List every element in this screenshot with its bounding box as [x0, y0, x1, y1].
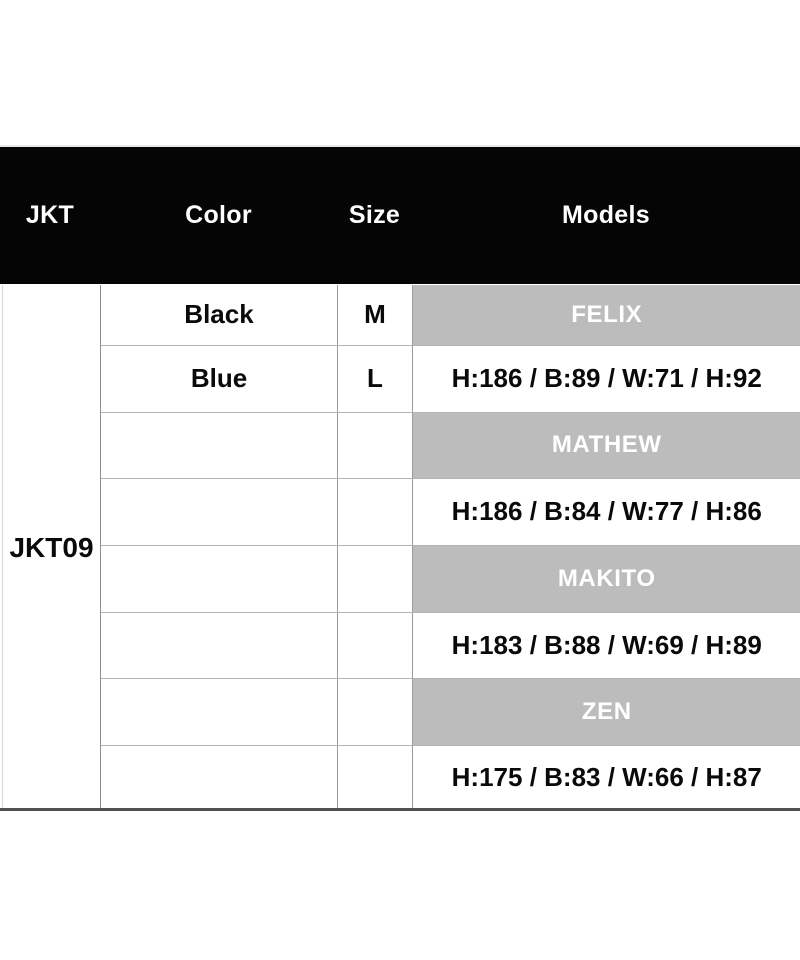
color-cell	[101, 545, 338, 612]
table-row	[3, 545, 800, 612]
model-name-cell: MATHEW	[413, 412, 800, 478]
size-cell	[338, 612, 413, 678]
size-cell	[338, 478, 413, 545]
color-cell: Black	[101, 285, 338, 345]
product-code-cell: JKT09	[3, 285, 101, 810]
model-name-cell: ZEN	[413, 678, 800, 745]
header-cell-color: Color	[185, 201, 252, 229]
model-measurements-cell: H:186 / B:84 / W:77 / H:86	[413, 478, 800, 545]
model-measurements-cell: H:175 / B:83 / W:66 / H:87	[451, 762, 762, 793]
table-row	[3, 678, 800, 745]
color-cell	[101, 612, 338, 678]
color-cell	[101, 412, 338, 478]
table-header	[0, 145, 800, 284]
size-chart-table	[2, 285, 800, 810]
size-cell	[338, 678, 413, 745]
table-bottom-rule	[0, 808, 800, 811]
size-cell	[338, 745, 413, 810]
size-cell	[338, 412, 413, 478]
size-cell: L	[338, 345, 413, 412]
table-row	[3, 345, 800, 412]
model-name-cell: MAKITO	[413, 545, 800, 612]
header-cell-size: Size	[348, 201, 401, 229]
model-measurements-cell: H:183 / B:88 / W:69 / H:89	[413, 612, 800, 678]
model-measurements-cell: H:186 / B:89 / W:71 / H:92	[413, 345, 800, 412]
table-row	[3, 285, 800, 345]
header-cell-models: Models	[562, 201, 650, 229]
color-cell	[101, 478, 338, 545]
color-cell	[101, 678, 338, 745]
header-cell-jkt: JKT	[25, 201, 75, 229]
size-cell: M	[338, 285, 413, 345]
table-row	[3, 745, 800, 810]
model-name-cell: FELIX	[413, 285, 800, 345]
color-cell: Blue	[101, 345, 338, 412]
color-cell	[101, 745, 338, 810]
table-row	[3, 612, 800, 678]
table-row	[3, 478, 800, 545]
size-cell	[338, 545, 413, 612]
table-row	[3, 412, 800, 478]
